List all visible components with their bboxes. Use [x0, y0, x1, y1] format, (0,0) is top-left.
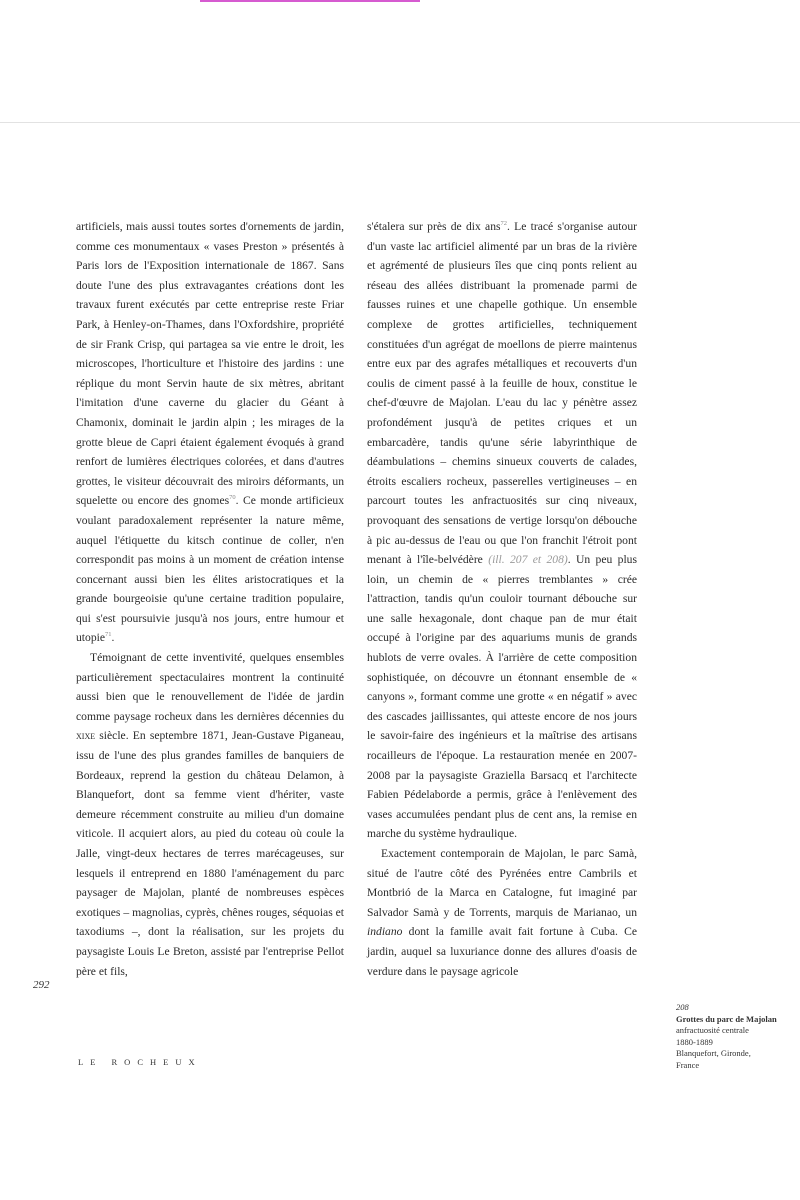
top-accent-rule — [200, 0, 420, 2]
paragraph: Témoignant de cette inventivité, quelques ensembles particulièrement spectaculaires montrent la continuité aussi bien que le renouvellement de l'idée de jardin comme paysage rocheux dans les dernières décennies du xixe siècle. En septembre 1871, Jean-Gustave Piganeau, issu de l'une des plus grandes familles de banquiers de Bordeaux, reprend la gestion du château Delamon, à Blanquefort, dont sa femme vient d'hériter, vaste demeure récemment construite au milieu d'un domaine viticole. Il acquiert alors, au pied du coteau où coule la Jalle, vingt-deux hectares de terres marécageuses, sur lesquels il entreprend en 1880 l'aménagement du parc paysager de Majolan, planté de nombreuses espèces exotiques – magnolias, cyprès, chênes rouges, séquoias et taxodiums –, dont la réalisation, sur les projets du paysagiste Louis Le Breton, assisté par l'entreprise Pellot père et fils, — [76, 651, 344, 978]
century-numeral: xixe — [76, 729, 96, 743]
paragraph: Exactement contemporain de Majolan, le parc Samà, situé de l'autre côté des Pyrénées entre Cambrils et Montbrió de la Marca en Catalogne, fut imaginé par Salvador Samà y de Torrents, marquis de Marianao, un indiano dont la famille avait fait fortune à Cuba. Ce jardin, auquel sa luxuriance donne des allures d'oasis de verdure dans le paysage agricole — [367, 847, 637, 978]
figure-caption — [676, 1002, 800, 1071]
text-column-right — [367, 217, 637, 981]
caption-line: 1880-1889 — [676, 1036, 713, 1047]
caption-line: France — [676, 1059, 700, 1070]
page-fold-line — [0, 122, 800, 123]
caption-title: Grottes du parc de Majolan — [676, 1013, 777, 1024]
paragraph: s'étalera sur près de dix ans$^{72}$. Le tracé s'organise autour d'un vaste lac artificiel alimenté par un bras de la rivière et agrémenté de plusieurs îles que cinq ponts relient au réseau des allées distribuant la promenade parmi de fausses ruines et une chapelle gothique. Un ensemble complexe de grottes artificielles, techniquement constituées d'un agrégat de moellons de pierre maintenus entre eux par des agrafes métalliques et recouverts d'un coulis de ciment passé à la feuille de houx, constitue le chef-d'œuvre de Majolan. L'eau du lac y pénètre assez profondément jusqu'à de petites criques et un embarcadère, tandis qu'une série labyrinthique de déambulations – chemins sinueux couverts de calades, étroits escaliers rocheux, passerelles vertigineuses – en parcourt toutes les anfractuosités sur cinq niveaux, provoquant des sensations de vertige lorsqu'on débouche à pic au-dessus de l'eau ou que l'on franchit l'étroit pont menant à l'île-belvédère (ill. 207 et 208). Un peu plus loin, un chemin de « pierres tremblantes » crée l'attraction, tandis qu'un couloir tournant débouche sur une salle hexagonale, dont chaque pan de mur était occupé à l'origine par des aquariums munis de grands hublots de verre ovales. À l'arrière de cette composition sophistiquée, on découvre un étonnant ensemble de « canyons », formant comme une grotte « en négatif » avec des cascades jaillissantes, qui atteste encore de nos jours le savoir-faire des ingénieurs et la maîtrise des artisans rocailleurs de l'époque. La restauration menée en 2007-2008 par la paysagiste Graziella Barsacq et l'architecte Fabien Pédelaborde a permis, grâce à l'enlèvement des vases accumulées pendant plus de cent ans, la remise en marche du système hydraulique. — [367, 220, 637, 841]
footnote-ref[interactable]: 70 — [229, 494, 236, 502]
text-column-left — [76, 217, 344, 981]
caption-line: anfractuosité centrale — [676, 1025, 749, 1035]
caption-line: Blanquefort, Gironde, — [676, 1048, 751, 1058]
paragraph: artificiels, mais aussi toutes sortes d'ornements de jardin, comme ces monumentaux « vases Preston » présentés à Paris lors de l'Exposition internationale de 1867. Sans doute l'une des plus extravagantes créations dont les travaux furent exécutés par cette entreprise reste Friar Park, à Henley-on-Thames, dans l'Oxfordshire, propriété de sir Frank Crisp, qui partagea sa vie entre le droit, les microscopes, l'horticulture et l'histoire des jardins : une réplique du mont Servin haute de six mètres, abritant l'imitation d'une caverne du glacier du Géant à Chamonix, dominait le jardin alpin ; les mirages de la grotte bleue de Capri étaient également évoqués à grand renfort de lumières électriques colorées, et dans d'autres grottes, le visiteur découvrait des miroirs déformants, un squelette ou encore des gnomes$^{70}$. Ce monde artificieux voulant paradoxalement représenter la nature même, auquel l'étiquette du kitsch continue de coller, n'en correspondit pas moins à un moment de création intense concernant aussi bien les élites aristocratiques et la grande bourgeoisie qu'une certaine tradition populaire, qui s'est poursuivie jusqu'à nos jours, entre humour et utopie$^{71}$. — [76, 220, 344, 645]
footnote-ref[interactable]: 72 — [500, 220, 507, 228]
page-number: 292 — [33, 979, 50, 991]
caption-number: 208 — [676, 1002, 689, 1012]
illustration-reference[interactable]: (ill. 207 et 208) — [488, 553, 568, 567]
footnote-ref[interactable]: 71 — [104, 631, 112, 639]
running-head: LE ROCHEUX — [78, 1057, 202, 1067]
